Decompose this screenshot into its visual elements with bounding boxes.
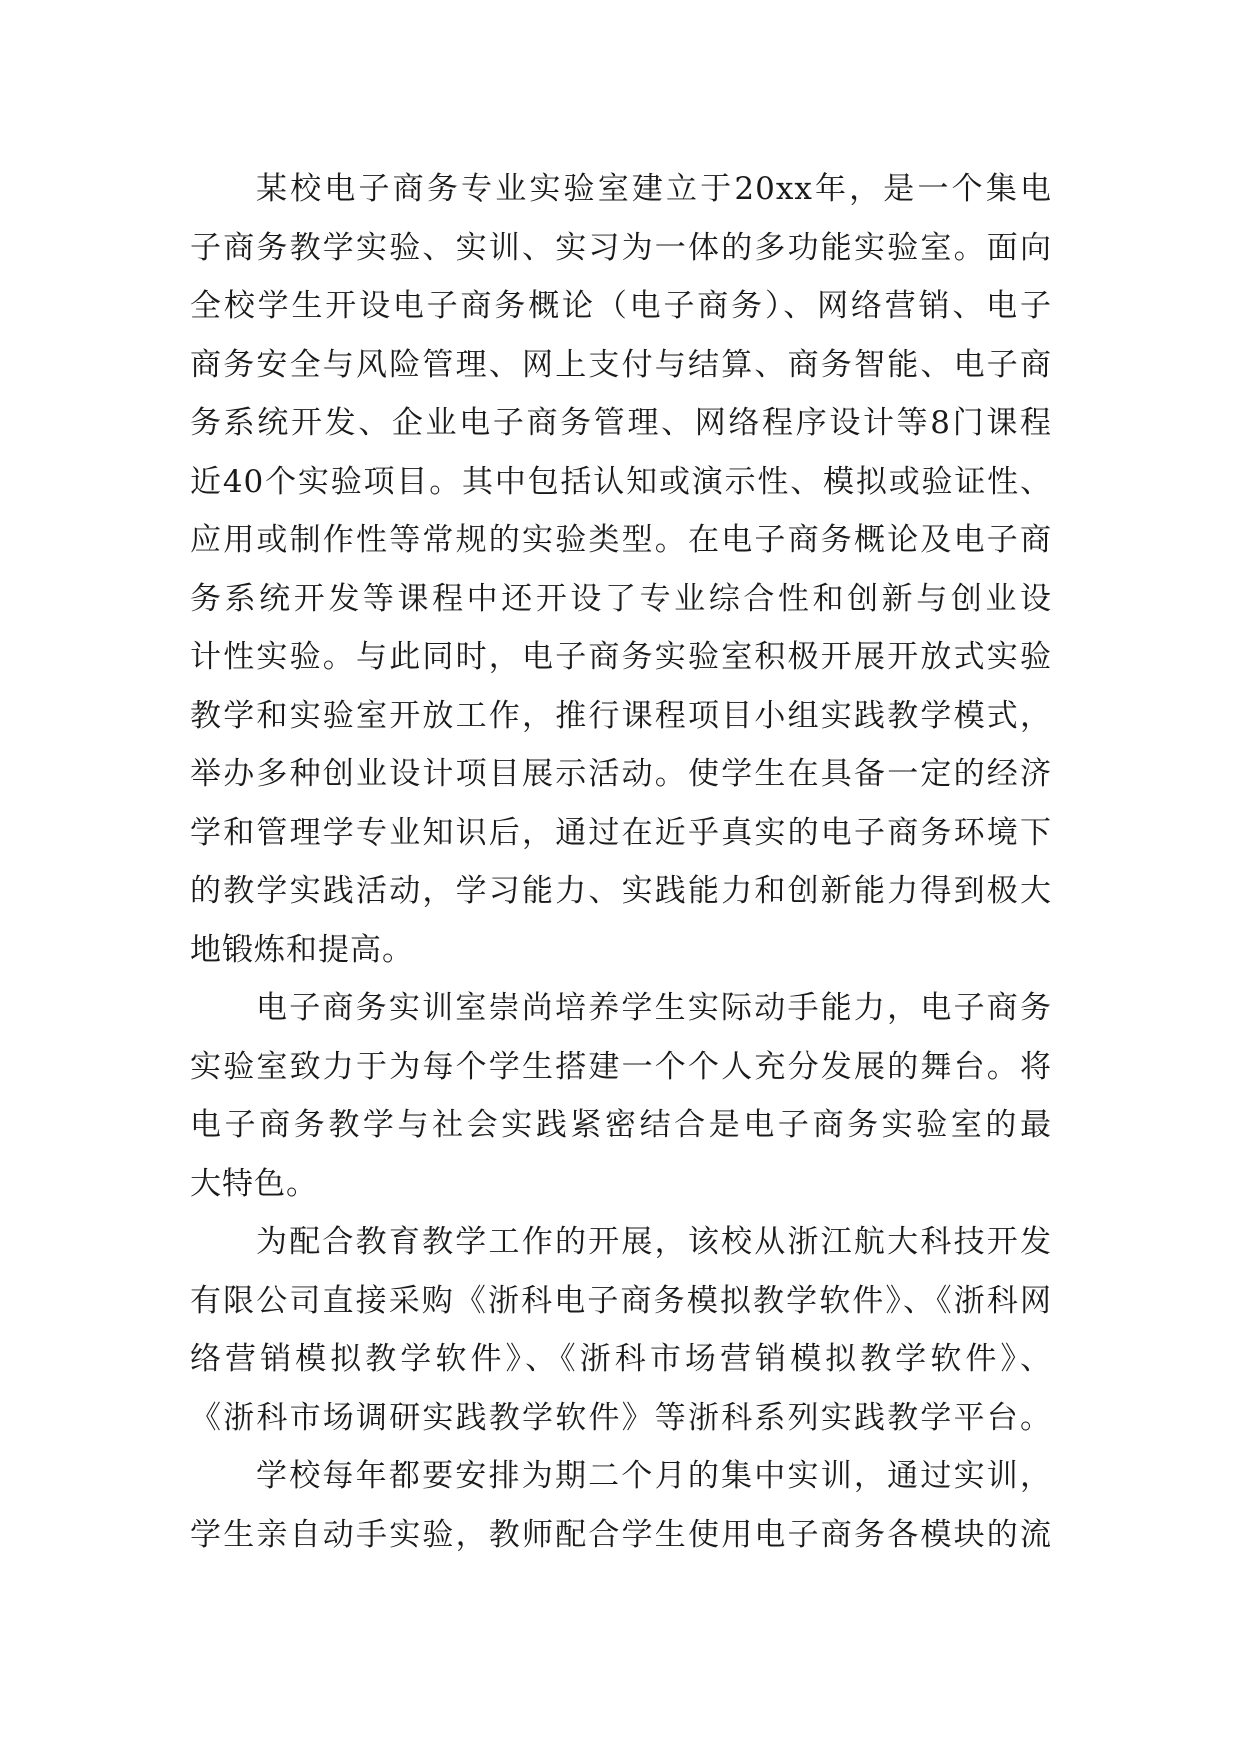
text-line: 学校每年都要安排为期二个月的集中实训，通过实训， (256, 1458, 1052, 1494)
text-line: 地锻炼和提高。 (190, 931, 414, 968)
text-line: 计性实验。与此同时，电子商务实验室积极开展开放式实验 (190, 639, 1052, 675)
text-line: 商务安全与风险管理、网上支付与结算、商务智能、电子商 (190, 346, 1052, 383)
text-line: 电子商务教学与社会实践紧密结合是电子商务实验室的最 (190, 1107, 1052, 1143)
text-line: 有限公司直接采购《浙科电子商务模拟教学软件》、《浙科网 (190, 1282, 1052, 1319)
text-line: 电子商务实训室崇尚培养学生实际动手能力，电子商务 (256, 990, 1052, 1026)
text-line: 子商务教学实验、实训、实习为一体的多功能实验室。面向 (190, 229, 1052, 266)
text-line: 近40个实验项目。其中包括认知或演示性、模拟或验证性、 (190, 463, 1052, 500)
text-line: 务系统开发、企业电子商务管理、网络程序设计等8门课程 (190, 405, 1052, 441)
text-line: 学生亲自动手实验，教师配合学生使用电子商务各模块的流 (190, 1516, 1052, 1553)
paragraph-software-procurement (190, 1213, 1052, 1447)
text-line: 应用或制作性等常规的实验类型。在电子商务概论及电子商 (190, 522, 1052, 558)
text-line: 全校学生开设电子商务概论（电子商务）、网络营销、电子 (190, 288, 1052, 324)
paragraph-training-room (190, 979, 1052, 1213)
text-line: 学和管理学专业知识后，通过在近乎真实的电子商务环境下 (190, 814, 1052, 851)
text-line: 务系统开发等课程中还开设了专业综合性和创新与创业设 (190, 580, 1052, 617)
text-line: 举办多种创业设计项目展示活动。使学生在具备一定的经济 (190, 756, 1052, 792)
paragraph-annual-training (190, 1447, 1052, 1564)
text-line: 络营销模拟教学软件》、《浙科市场营销模拟教学软件》、 (190, 1341, 1052, 1377)
text-line: 《浙科市场调研实践教学软件》等浙科系列实践教学平台。 (190, 1399, 1052, 1436)
text-line: 为配合教育教学工作的开展，该校从浙江航大科技开发 (256, 1224, 1052, 1260)
text-line: 的教学实践活动，学习能力、实践能力和创新能力得到极大 (190, 873, 1052, 909)
paragraph-lab-overview (190, 160, 1052, 979)
text-line: 实验室致力于为每个学生搭建一个个人充分发展的舞台。将 (190, 1048, 1052, 1085)
text-line: 教学和实验室开放工作，推行课程项目小组实践教学模式， (190, 697, 1052, 734)
document-body (190, 160, 1052, 1564)
text-line: 某校电子商务专业实验室建立于20xx年，是一个集电 (256, 171, 1052, 207)
text-line: 大特色。 (190, 1165, 318, 1202)
